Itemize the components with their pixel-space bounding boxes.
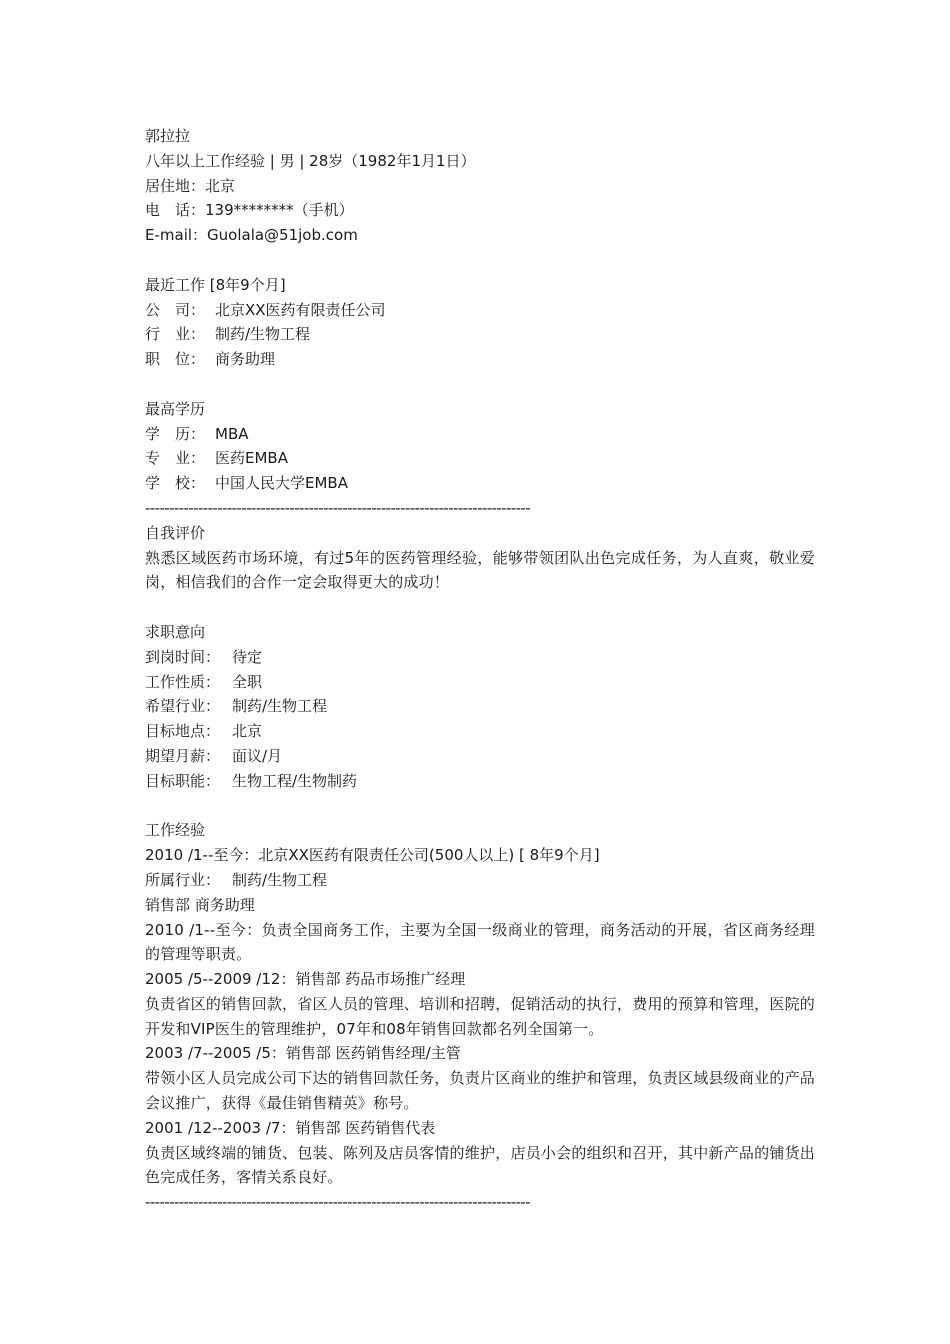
education-degree-label: 学 历： xyxy=(145,424,206,443)
phone-line: 电 话：139********（手机） xyxy=(145,201,354,220)
education-heading: 最高学历 xyxy=(145,399,206,418)
residence-line: 居住地：北京 xyxy=(145,176,236,195)
candidate-summary: 八年以上工作经验 | 男 | 28岁（1982年1月1日） xyxy=(145,151,476,170)
intent-heading: 求职意向 xyxy=(145,622,206,641)
intent-location-value: 北京 xyxy=(232,722,263,741)
spacer xyxy=(145,372,815,397)
intent-function-label: 目标职能： xyxy=(145,771,221,790)
recent-position-value: 商务助理 xyxy=(215,350,276,369)
intent-nature-row xyxy=(145,670,815,695)
candidate-name: 郭拉拉 xyxy=(145,127,191,145)
intent-arrival-value: 待定 xyxy=(232,647,263,666)
section-separator: -------------------------------------------------------------------------------- xyxy=(145,1193,531,1212)
spacer xyxy=(145,794,815,819)
experience-industry-row xyxy=(145,868,815,893)
experience-industry-label: 所属行业： xyxy=(145,870,221,889)
recent-job-heading: 最近工作 [8年9个月] xyxy=(145,275,286,294)
recent-position-label: 职 位： xyxy=(145,350,206,369)
intent-arrival-row xyxy=(145,645,815,670)
experience-entry-title: 2005 /5--2009 /12：销售部 药品市场推广经理 xyxy=(145,970,466,989)
recent-position-row xyxy=(145,347,815,372)
experience-entry-text: 负责区域终端的铺货、包装、陈列及店员客情的维护，店员小会的组织和召开，其中新产品的铺货出色完成任务，客情关系良好。 xyxy=(145,1143,815,1187)
experience-dept-position: 销售部 商务助理 xyxy=(145,895,255,914)
intent-location-label: 目标地点： xyxy=(145,722,221,741)
education-school-label: 学 校： xyxy=(145,474,206,493)
intent-nature-value: 全职 xyxy=(232,672,263,691)
intent-arrival-label: 到岗时间： xyxy=(145,647,221,666)
education-degree-value: MBA xyxy=(215,424,249,443)
intent-nature-label: 工作性质： xyxy=(145,672,221,691)
recent-company-value: 北京XX医药有限责任公司 xyxy=(215,300,386,319)
intent-function-row xyxy=(145,769,815,794)
experience-heading: 工作经验 xyxy=(145,821,206,840)
intent-salary-value: 面议/月 xyxy=(232,746,283,765)
recent-company-label: 公 司： xyxy=(145,300,206,319)
experience-industry-value: 制药/生物工程 xyxy=(232,870,328,889)
email-line: E-mail：Guolala@51job.com xyxy=(145,226,358,245)
recent-industry-value: 制药/生物工程 xyxy=(215,325,311,344)
intent-industry-label: 希望行业： xyxy=(145,697,221,716)
intent-function-value: 生物工程/生物制药 xyxy=(232,771,358,790)
intent-industry-row xyxy=(145,694,815,719)
education-school-row xyxy=(145,471,815,496)
experience-entry-title: 2003 /7--2005 /5：销售部 医药销售经理/主管 xyxy=(145,1044,461,1063)
recent-industry-label: 行 业： xyxy=(145,325,206,344)
intent-industry-value: 制药/生物工程 xyxy=(232,697,328,716)
education-major-value: 医药EMBA xyxy=(215,449,288,468)
experience-entry-title: 2001 /12--2003 /7：销售部 医药销售代表 xyxy=(145,1118,436,1137)
experience-entry-text: 2010 /1--至今：负责全国商务工作，主要为全国一级商业的管理，商务活动的开展，省区商务经理的管理等职责。 xyxy=(145,920,815,964)
education-major-row xyxy=(145,446,815,471)
spacer xyxy=(145,248,815,273)
experience-entry-text: 负责省区的销售回款，省区人员的管理、培训和招聘，促销活动的执行，费用的预算和管理，医院的开发和VIP医生的管理维护，07年和08年销售回款都名列全国第一。 xyxy=(145,994,815,1038)
spacer xyxy=(145,595,815,620)
self-eval-text: 熟悉区域医药市场环境，有过5年的医药管理经验，能够带领团队出色完成任务，为人直爽，敬业爱岗，相信我们的合作一定会取得更大的成功！ xyxy=(145,548,815,592)
experience-entry-text: 带领小区人员完成公司下达的销售回款任务，负责片区商业的维护和管理，负责区域县级商业的产品会议推广，获得《最佳销售精英》称号。 xyxy=(145,1069,815,1113)
intent-salary-row xyxy=(145,744,815,769)
education-major-label: 专 业： xyxy=(145,449,206,468)
resume-body xyxy=(145,124,815,1215)
education-degree-row xyxy=(145,422,815,447)
section-separator: -------------------------------------------------------------------------------- xyxy=(145,498,531,517)
self-eval-heading: 自我评价 xyxy=(145,523,206,542)
intent-salary-label: 期望月薪： xyxy=(145,746,221,765)
education-school-value: 中国人民大学EMBA xyxy=(215,474,348,493)
recent-industry-row xyxy=(145,322,815,347)
recent-company-row xyxy=(145,298,815,323)
intent-location-row xyxy=(145,719,815,744)
experience-company-line: 2010 /1--至今：北京XX医药有限责任公司(500人以上) [ 8年9个月] xyxy=(145,846,600,865)
